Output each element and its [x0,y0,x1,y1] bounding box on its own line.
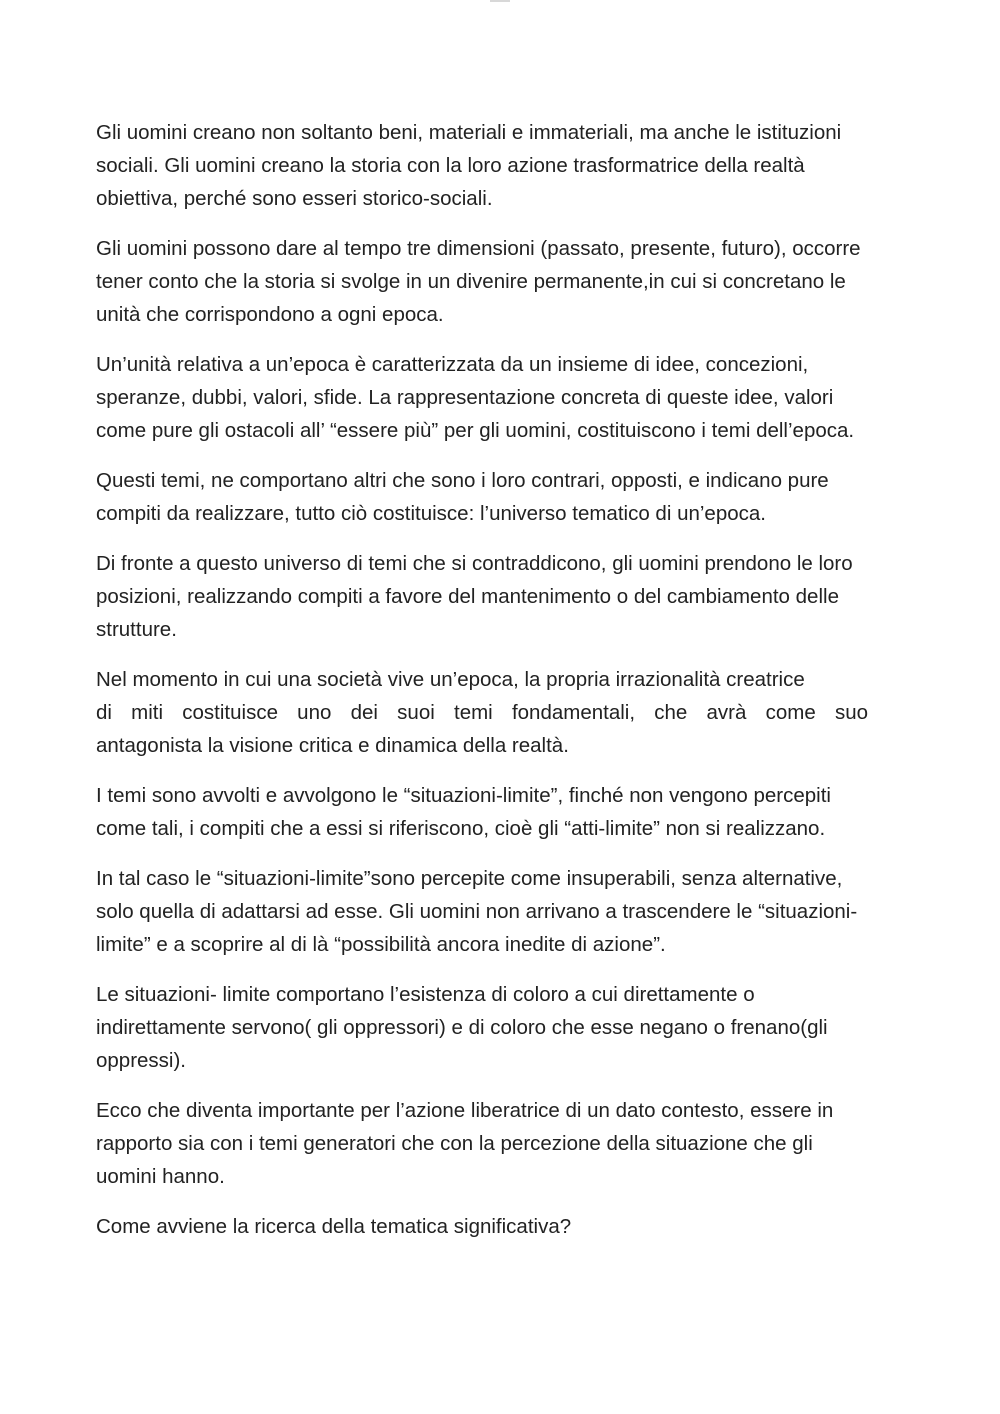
text-line: sociali. Gli uomini creano la storia con la loro azione trasformatrice della realtà [96,154,805,177]
text-line: uomini hanno. [96,1165,225,1188]
paragraph-8 [96,862,910,961]
text-line-justified: di miti costituisce uno dei suoi temi fondamentali, che avrà come suo [96,701,868,724]
text-line: Come avviene la ricerca della tematica significativa? [96,1215,572,1238]
text-line: Ecco che diventa importante per l’azione liberatrice di un dato contesto, essere in [96,1099,834,1122]
text-line: compiti da realizzare, tutto ciò costituisce: l’universo tematico di un’epoca. [96,502,766,525]
text-line: speranze, dubbi, valori, sfide. La rappresentazione concreta di queste idee, valori [96,386,834,409]
text-line: antagonista la visione critica e dinamica della realtà. [96,734,569,757]
text-line: I temi sono avvolti e avvolgono le “situazioni-limite”, finché non vengono percepiti [96,784,831,807]
text-line: oppressi). [96,1049,187,1072]
text-line: unità che corrispondono a ogni epoca. [96,303,444,326]
text-line: Gli uomini possono dare al tempo tre dimensioni (passato, presente, futuro), occorre [96,237,861,260]
paragraph-9 [96,978,910,1077]
document-body [96,116,910,1260]
text-line: Gli uomini creano non soltanto beni, materiali e immateriali, ma anche le istituzioni [96,121,842,144]
text-line: come tali, i compiti che a essi si riferiscono, cioè gli “atti-limite” non si realizzano. [96,817,826,840]
text-line: obiettiva, perché sono esseri storico-sociali. [96,187,493,210]
text-line: solo quella di adattarsi ad esse. Gli uomini non arrivano a trascendere le “situazioni- [96,900,858,923]
paragraph-7 [96,779,910,845]
text-line: limite” e a scoprire al di là “possibilità ancora inedite di azione”. [96,933,666,956]
text-line: tener conto che la storia si svolge in un divenire permanente,in cui si concretano le [96,270,846,293]
text-line: indirettamente servono( gli oppressori) e di coloro che esse negano o frenano(gli [96,1016,828,1039]
text-line: posizioni, realizzando compiti a favore del mantenimento o del cambiamento delle [96,585,839,608]
text-line: Questi temi, ne comportano altri che sono i loro contrari, opposti, e indicano pure [96,469,829,492]
text-line: rapporto sia con i temi generatori che con la percezione della situazione che gli [96,1132,813,1155]
page-header-mark [490,0,510,2]
text-line: Le situazioni- limite comportano l’esistenza di coloro a cui direttamente o [96,983,755,1006]
paragraph-4 [96,464,910,530]
text-line: strutture. [96,618,177,641]
paragraph-1 [96,116,910,215]
text-line: In tal caso le “situazioni-limite”sono percepite come insuperabili, senza alternative, [96,867,843,890]
paragraph-11 [96,1210,910,1243]
text-line: Nel momento in cui una società vive un’epoca, la propria irrazionalità creatrice [96,668,805,691]
paragraph-3 [96,348,910,447]
paragraph-2 [96,232,910,331]
paragraph-5 [96,547,910,646]
paragraph-10 [96,1094,910,1193]
text-line: come pure gli ostacoli all’ “essere più” per gli uomini, costituiscono i temi dell’epoca. [96,419,855,442]
paragraph-6 [96,663,910,762]
text-line: Di fronte a questo universo di temi che si contraddicono, gli uomini prendono le loro [96,552,853,575]
text-line: Un’unità relativa a un’epoca è caratterizzata da un insieme di idee, concezioni, [96,353,809,376]
